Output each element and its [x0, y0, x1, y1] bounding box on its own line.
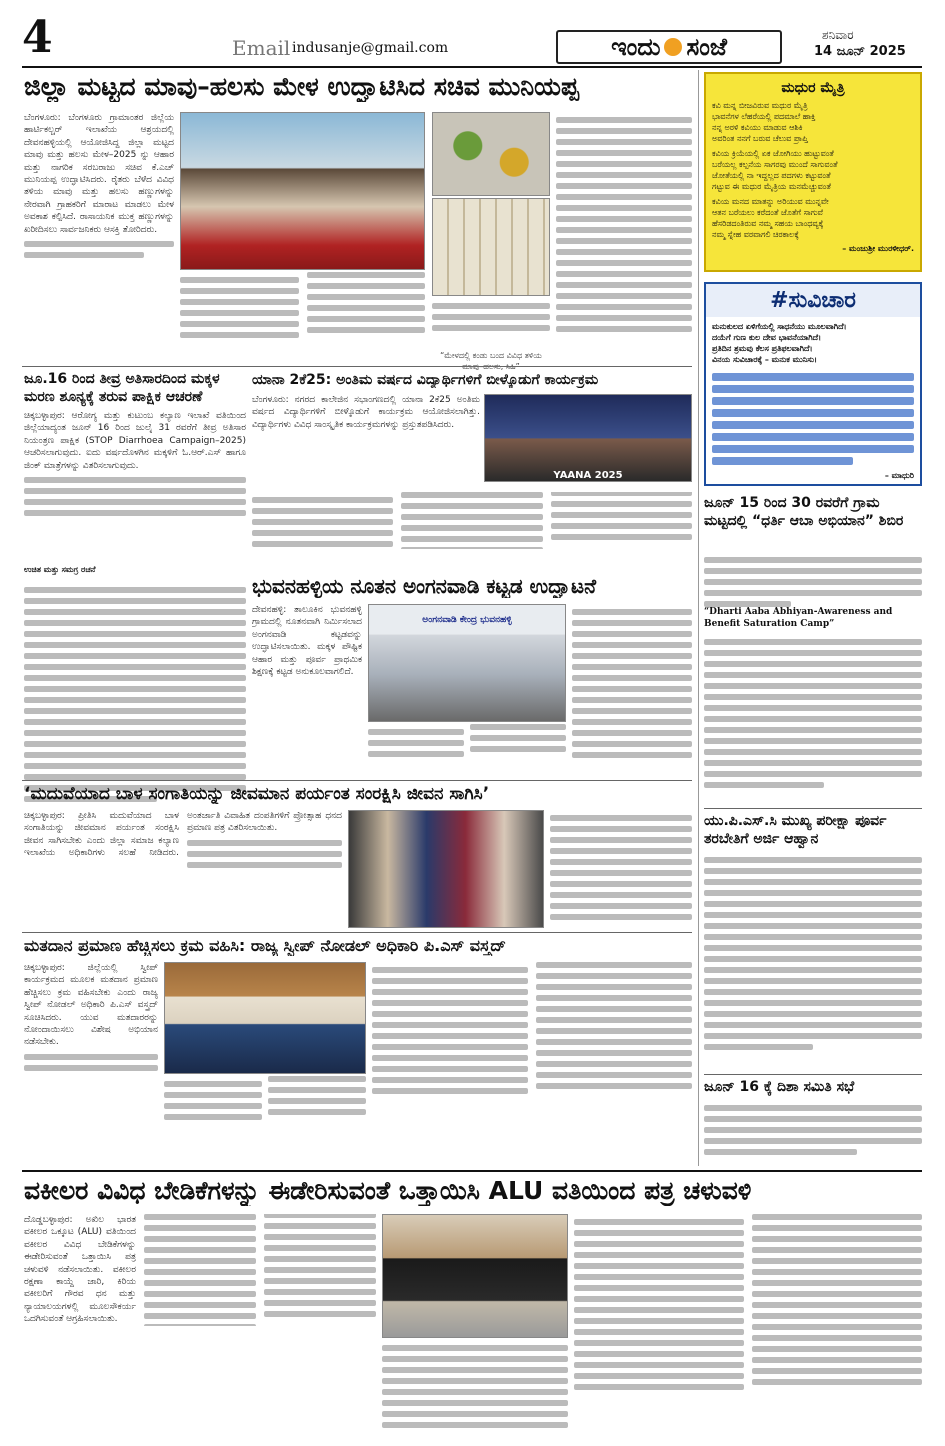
article-mango-col3	[432, 298, 550, 350]
article-marriage-col2	[550, 810, 692, 928]
diarrhoea-tag: ಉಚಿತ ಮತ್ತು ಸಮಗ್ರ ರಚನೆ	[24, 565, 96, 574]
article-mango-col2	[180, 272, 425, 362]
poem-line: ಕವಿಯ ಮನದ ಮಾತನ್ನು ಅರಿಯುವ ಮುನ್ನವೇ	[712, 197, 829, 206]
issue-date: 14 ಜೂನ್ 2025	[814, 44, 906, 59]
photo-yaana-group	[484, 394, 692, 482]
article-mango-text: ಬೆಂಗಳೂರು: ಬೆಂಗಳೂರು ಗ್ರಾಮಾಂತರ ಜಿಲ್ಲೆಯ ಹಾರ್ಟಿಕಲ್ಚರ್ ಇಲಾಖೆಯ ಆಶ್ರಯದಲ್ಲಿ ದೇವನಹಳ್ಳಿಯಲ್ಲಿ ಆಯೋಜಿಸಿದ್ದ ಜಿಲ್ಲಾ ಮಟ್ಟದ ಮಾವು ಮತ್ತು ಹಲಸು ಮೇಳ–2025 ನ್ನು ಆಹಾರ ಮತ್ತು ನಾಗರಿಕ ಸರಬರಾಜು ಸಚಿವ ಕೆ.ಎಚ್ ಮುನಿಯಪ್ಪ ಉದ್ಘಾಟಿಸಿದರು. ರೈತರು ಬೆಳೆದ ವಿವಿಧ ತಳಿಯ ಮಾವು ಮತ್ತು ಹಲಸು ಹಣ್ಣುಗಳನ್ನು ನೇರವಾಗಿ ಗ್ರಾಹಕರಿಗೆ ಮಾರಾಟ ಮಾಡಲು ಮೇಳ ಅವಕಾಶ ಕಲ್ಪಿಸಿದೆ. ರಾಸಾಯನಿಕ ಮುಕ್ತ ಹಣ್ಣುಗಳನ್ನು ಖರೀದಿಸಲು ಸಾರ್ವಜನಿಕರು ಆಸಕ್ತಿ ತೋರಿದರು.	[24, 113, 174, 235]
article-upsc	[704, 852, 922, 1072]
suvichar-line: ಪ್ರತಿದಿನ ಶ್ರಮವು ಕೆಲಸ ಪ್ರತಿಫಲವಾಗಿದೆ।	[712, 344, 813, 353]
newspaper-logo	[556, 30, 782, 64]
email-address: indusanje@gmail.com	[292, 40, 449, 56]
poem-box	[704, 72, 922, 272]
suvichar-line: ಮನುಕುಲದ ಏಳಿಗೆಯಲ್ಲಿ ಸಾಧನೆಯು ಮೂಲವಾಗಿದೆ।	[712, 322, 847, 331]
poem-line: ಅವರಿಂತ ನನಗೆ ಬರುವ ಚೆಲುವ ಪ್ರಾಪ್ತಿ	[712, 134, 808, 143]
logo-word-right: ಸಂಜೆ	[686, 33, 727, 61]
poem-line: ಜೋತೆಯಲ್ಲಿ ನಾ ಇದ್ದಲ್ಲದ ಪದಗಳು ಕಟ್ಟುವಂತೆ	[712, 171, 831, 180]
headline-dharti-aaba: ಜೂನ್ 15 ರಿಂದ 30 ರವರೆಗೆ ಗ್ರಾಮ ಮಟ್ಟದಲ್ಲಿ “ಧರ್ತಿ ಆಬಾ ಅಭಿಯಾನ” ಶಿಬಿರ	[704, 495, 904, 529]
article-yaana-text: ಬೆಂಗಳೂರು: ನಗರದ ಕಾಲೇಜಿನ ಸಭಾಂಗಣದಲ್ಲಿ ಯಾನಾ 2ಕೆ25 ಅಂತಿಮ ವರ್ಷದ ವಿದ್ಯಾರ್ಥಿಗಳಿಗೆ ಬೀಳ್ಕೊಡುಗೆ ಕಾರ್ಯಕ್ರಮ ಆಯೋಜಿಸಲಾಗಿತ್ತು. ವಿದ್ಯಾರ್ಥಿಗಳು ವಿವಿಧ ಸಾಂಸ್ಕೃತಿಕ ಕಾರ್ಯಕ್ರಮಗಳನ್ನು ಪ್ರಸ್ತುತಪಡಿಸಿದರು.	[252, 395, 480, 430]
article-dharti-aaba-continued	[704, 634, 922, 804]
poem-line: ಭಾವನೆಗಳ ಲೆಹರೆಯಲ್ಲಿ ಪದಮಾಲೆ ಹಾಕ್ತಿ	[712, 112, 816, 121]
photo-anganwadi-building	[368, 604, 566, 722]
article-disha	[704, 1100, 922, 1166]
article-yaana-continued	[252, 492, 692, 570]
article-diarrhoea-text: ಚಿಕ್ಕಬಳ್ಳಾಪುರ: ಆರೋಗ್ಯ ಮತ್ತು ಕುಟುಂಬ ಕಲ್ಯಾಣ ಇಲಾಖೆ ವತಿಯಿಂದ ಜಿಲ್ಲೆಯಾದ್ಯಂತ ಜೂನ್ 16 ರಿಂದ ಜುಲೈ 31 ರವರೆಗೆ ತೀವ್ರ ಅತಿಸಾರ ನಿಯಂತ್ರಣ ಪಾಕ್ಷಿಕ (STOP Diarrhoea Campaign–2025) ಆಚರಿಸಲಾಗುವುದು. ಐದು ವರ್ಷದೊಳಗಿನ ಮಕ್ಕಳಿಗೆ ಓ.ಆರ್.ಎಸ್ ಹಾಗೂ ಜಿಂಕ್ ಮಾತ್ರೆಗಳನ್ನು ವಿತರಿಸಲಾಗುವುದು.	[24, 410, 246, 560]
poem-line: ಹೆಸರಿಡದಂತಿರುವ ನಮ್ಮ ಸಹಯ ಬಾಂಧವ್ಯಕ್ಕೆ	[712, 219, 824, 228]
dharti-aaba-english-title: “Dharti Aaba Abhiyan-Awareness and Benefit Saturation Camp”	[704, 607, 893, 629]
logo-sun-icon	[664, 38, 682, 56]
article-anganwadi-col2	[572, 604, 692, 776]
email-label: Email	[232, 36, 291, 60]
suvichar-title: #ಸುವಿಚಾರ	[706, 284, 920, 317]
suvichar-box	[704, 282, 922, 486]
headline-disha: ಜೂನ್ 16 ಕ್ಕೆ ದಿಶಾ ಸಮಿತಿ ಸಭೆ	[704, 1079, 855, 1095]
headline-diarrhoea: ಜೂ.16 ರಿಂದ ತೀವ್ರ ಅತಿಸಾರದಿಂದ ಮಕ್ಕಳ ಮರಣ ಶೂನ್ಯಕ್ಕೆ ತರುವ ಪಾಕ್ಷಿಕ ಆಚರಣೆ	[24, 371, 220, 405]
photo-alu-advocates	[382, 1214, 568, 1338]
article-alu-text: ದೊಡ್ಡಬಳ್ಳಾಪುರ: ಅಖಿಲ ಭಾರತ ವಕೀಲರ ಒಕ್ಕೂಟ (ALU) ವತಿಯಿಂದ ವಕೀಲರ ವಿವಿಧ ಬೇಡಿಕೆಗಳನ್ನು ಈಡೇರಿಸುವಂತೆ ಒತ್ತಾಯಿಸಿ ಪತ್ರ ಚಳುವಳಿ ನಡೆಸಲಾಯಿತು. ವಕೀಲರ ರಕ್ಷಣಾ ಕಾಯ್ದೆ ಜಾರಿ, ಕಿರಿಯ ವಕೀಲರಿಗೆ ಗೌರವ ಧನ ಮತ್ತು ನ್ಯಾಯಾಲಯಗಳಲ್ಲಿ ಮೂಲಸೌಕರ್ಯ ಒದಗಿಸುವಂತೆ ಆಗ್ರಹಿಸಲಾಯಿತು.	[24, 1214, 376, 1438]
poem-body	[712, 100, 914, 240]
article-mango-col4	[556, 112, 692, 362]
article-sveep-col2	[164, 1076, 366, 1138]
page-number: 4	[22, 12, 53, 63]
suvichar-author: – ಮಾಧುರಿ	[884, 471, 914, 480]
headline-alu-advocates: ವಕೀಲರ ವಿವಿಧ ಬೇಡಿಕೆಗಳನ್ನು ಈಡೇರಿಸುವಂತೆ ಒತ್ತಾಯಿಸಿ ALU ವತಿಯಿಂದ ಪತ್ರ ಚಳುವಳಿ	[24, 1176, 752, 1205]
article-anganwadi-text: ದೇವನಹಳ್ಳಿ: ತಾಲೂಕಿನ ಭುವನಹಳ್ಳಿ ಗ್ರಾಮದಲ್ಲಿ ನೂತನವಾಗಿ ನಿರ್ಮಿಸಲಾದ ಅಂಗನವಾಡಿ ಕಟ್ಟಡವನ್ನು ಉದ್ಘಾಟಿಸಲಾಯಿತು. ಮಕ್ಕಳ ಪೌಷ್ಟಿಕ ಆಹಾರ ಮತ್ತು ಪೂರ್ವ ಪ್ರಾಥಮಿಕ ಶಿಕ್ಷಣಕ್ಕೆ ಕಟ್ಟಡ ಅನುಕೂಲವಾಗಲಿದೆ.	[252, 605, 362, 678]
headline-yaana: ಯಾನಾ 2ಕೆ25: ಅಂತಿಮ ವರ್ಷದ ವಿದ್ಯಾರ್ಥಿಗಳಿಗೆ ಬೀಳ್ಕೊಡುಗೆ ಕಾರ್ಯಕ್ರಮ	[252, 372, 599, 388]
masthead-rule	[22, 66, 922, 68]
poem-author: – ಮಂಜುಶ್ರೀ ಮುರಳೀಧರ್.	[842, 244, 914, 253]
logo-word-left: ಇಂದು	[611, 33, 661, 61]
article-alu-col3	[574, 1214, 922, 1438]
poem-title: ಮಧುರ ಮೈತ್ರಿ	[781, 80, 845, 96]
article-mango-col1	[24, 112, 174, 362]
photo-sveep-meeting	[164, 962, 366, 1074]
photo-mango-trays	[432, 112, 550, 196]
poem-line: ಕವಿ ಮನ್ನ ಬೀಜವಿರುವ ಮಧುರ ಮೈತ್ರಿ	[712, 101, 808, 110]
poem-line: ನಮ್ಮ ಸ್ನೇಹ ವರವಾಗಲಿ ಚಿರಕಾಲಕ್ಕೆ	[712, 230, 799, 239]
photo-minister-ribbon	[180, 112, 425, 270]
headline-sveep: ಮತದಾನ ಪ್ರಮಾಣ ಹೆಚ್ಚಿಸಲು ಕ್ರಮ ವಹಿಸಿ: ರಾಜ್ಯ ಸ್ವೀಪ್ ನೋಡಲ್ ಅಧಿಕಾರಿ ಪಿ.ಎಸ್ ವಸ್ತ್ರದ್	[24, 936, 506, 955]
headline-anganwadi: ಭುವನಹಳ್ಳಿಯ ನೂತನ ಅಂಗನವಾಡಿ ಕಟ್ಟಡ ಉದ್ಘಾಟನೆ	[252, 574, 597, 598]
day-name: ಶನಿವಾರ	[822, 28, 854, 42]
suvichar-line: ದಯೆಗೆ ಗುಣ ಕುಲ ದೇವ ಭಾವನೆಯಾಗಿದೆ।	[712, 333, 822, 342]
headline-mango-fair: ಜಿಲ್ಲಾ ಮಟ್ಟದ ಮಾವು–ಹಲಸು ಮೇಳ ಉದ್ಘಾಟಿಸಿದ ಸಚಿವ ಮುನಿಯಪ್ಪ	[24, 72, 579, 101]
photo-marriage-certificate	[348, 810, 544, 928]
headline-upsc: ಯು.ಪಿ.ಎಸ್.ಸಿ ಮುಖ್ಯ ಪರೀಕ್ಷಾ ಪೂರ್ವ ತರಬೇತಿಗೆ ಅರ್ಜಿ ಆಹ್ವಾನ	[704, 813, 887, 847]
article-alu-col2	[382, 1340, 568, 1438]
article-anganwadi-col3	[368, 724, 566, 776]
headline-marriage: ‘ಮದುವೆಯಾದ ಬಾಳ ಸಂಗಾತಿಯನ್ನು ಜೀವಮಾನ ಪರ್ಯಂತ ಸಂರಕ್ಷಿಸಿ ಜೀವನ ಸಾಗಿಸಿ’	[24, 784, 490, 804]
photo-jackfruit-pile	[432, 198, 550, 296]
article-sveep-col3	[372, 962, 692, 1138]
poem-line: ಬರೆಯಲ್ಲ ಕಲ್ಪನೆಯ ಸಾಗರವು ಮುಂದೆ ಸಾಗುವಂತೆ	[712, 160, 838, 169]
article-marriage-text: ಚಿಕ್ಕಬಳ್ಳಾಪುರ: ಪ್ರೀತಿಸಿ ಮದುವೆಯಾದ ಬಾಳ ಸಂಗಾತಿಯನ್ನು ಜೀವಮಾನ ಪರ್ಯಂತ ಸಂರಕ್ಷಿಸಿ ಜೀವನ ಸಾಗಿಸಬೇಕು ಎಂದು ಜಿಲ್ಲಾ ಸಮಾಜ ಕಲ್ಯಾಣ ಇಲಾಖೆಯ ಅಧಿಕಾರಿಗಳು ಸಲಹೆ ನೀಡಿದರು. ಅಂತರ್ಜಾತಿ ವಿವಾಹಿತ ದಂಪತಿಗಳಿಗೆ ಪ್ರೋತ್ಸಾಹ ಧನದ ಪ್ರಮಾಣ ಪತ್ರ ವಿತರಿಸಲಾಯಿತು.	[24, 810, 342, 928]
suvichar-line: ವಿನಯ ಸುವಿಚಾರಕ್ಕೆ – ಮನುಕ ಮುನಿಸು।	[712, 355, 818, 364]
poem-line: ನನ್ನ ಅರಳಿ ಕವಿಯು ಮಾಡುವ ಆಶಿಕಿ	[712, 123, 803, 132]
poem-line: ಆತನ ಬರೆಯಲು ಕರೆದಂತೆ ಜೊತೆಗೆ ಸಾಗುವೆ	[712, 208, 823, 217]
poem-line: ಗಟ್ಟುವ ಈ ಮಧುರ ಮೈತ್ರಿಯ ಮನಮೆಚ್ಚುವಂತೆ	[712, 182, 831, 191]
article-sveep-text: ಚಿಕ್ಕಬಳ್ಳಾಪುರ: ಜಿಲ್ಲೆಯಲ್ಲಿ ಸ್ವೀಪ್ ಕಾರ್ಯಕ್ರಮದ ಮೂಲಕ ಮತದಾನ ಪ್ರಮಾಣ ಹೆಚ್ಚಿಸಲು ಕ್ರಮ ವಹಿಸಬೇಕು ಎಂದು ರಾಜ್ಯ ಸ್ವೀಪ್ ನೋಡಲ್ ಅಧಿಕಾರಿ ಪಿ.ಎಸ್ ವಸ್ತ್ರದ್ ಸೂಚಿಸಿದರು. ಯುವ ಮತದಾರರನ್ನು ನೋಂದಾಯಿಸಲು ವಿಶೇಷ ಅಭಿಯಾನ ನಡೆಸಬೇಕು.	[24, 962, 158, 1138]
yaana-banner-text: YAANA 2025	[553, 470, 623, 481]
photo-caption-mango: “ಮೇಳದಲ್ಲಿ ಕಂಡು ಬಂದ ವಿವಿಧ ತಳಿಯ	[440, 351, 542, 360]
anganwadi-sign: ಅಂಗನವಾಡಿ ಕೇಂದ್ರ ಭುವನಹಳ್ಳಿ	[422, 615, 512, 625]
poem-line: ಕವಿಯ ಕ್ರಿಯೆಯಲ್ಲಿ ಏಕ ಜೋಗಿಯು ಹುಟ್ಟುವಂತೆ	[712, 149, 834, 158]
